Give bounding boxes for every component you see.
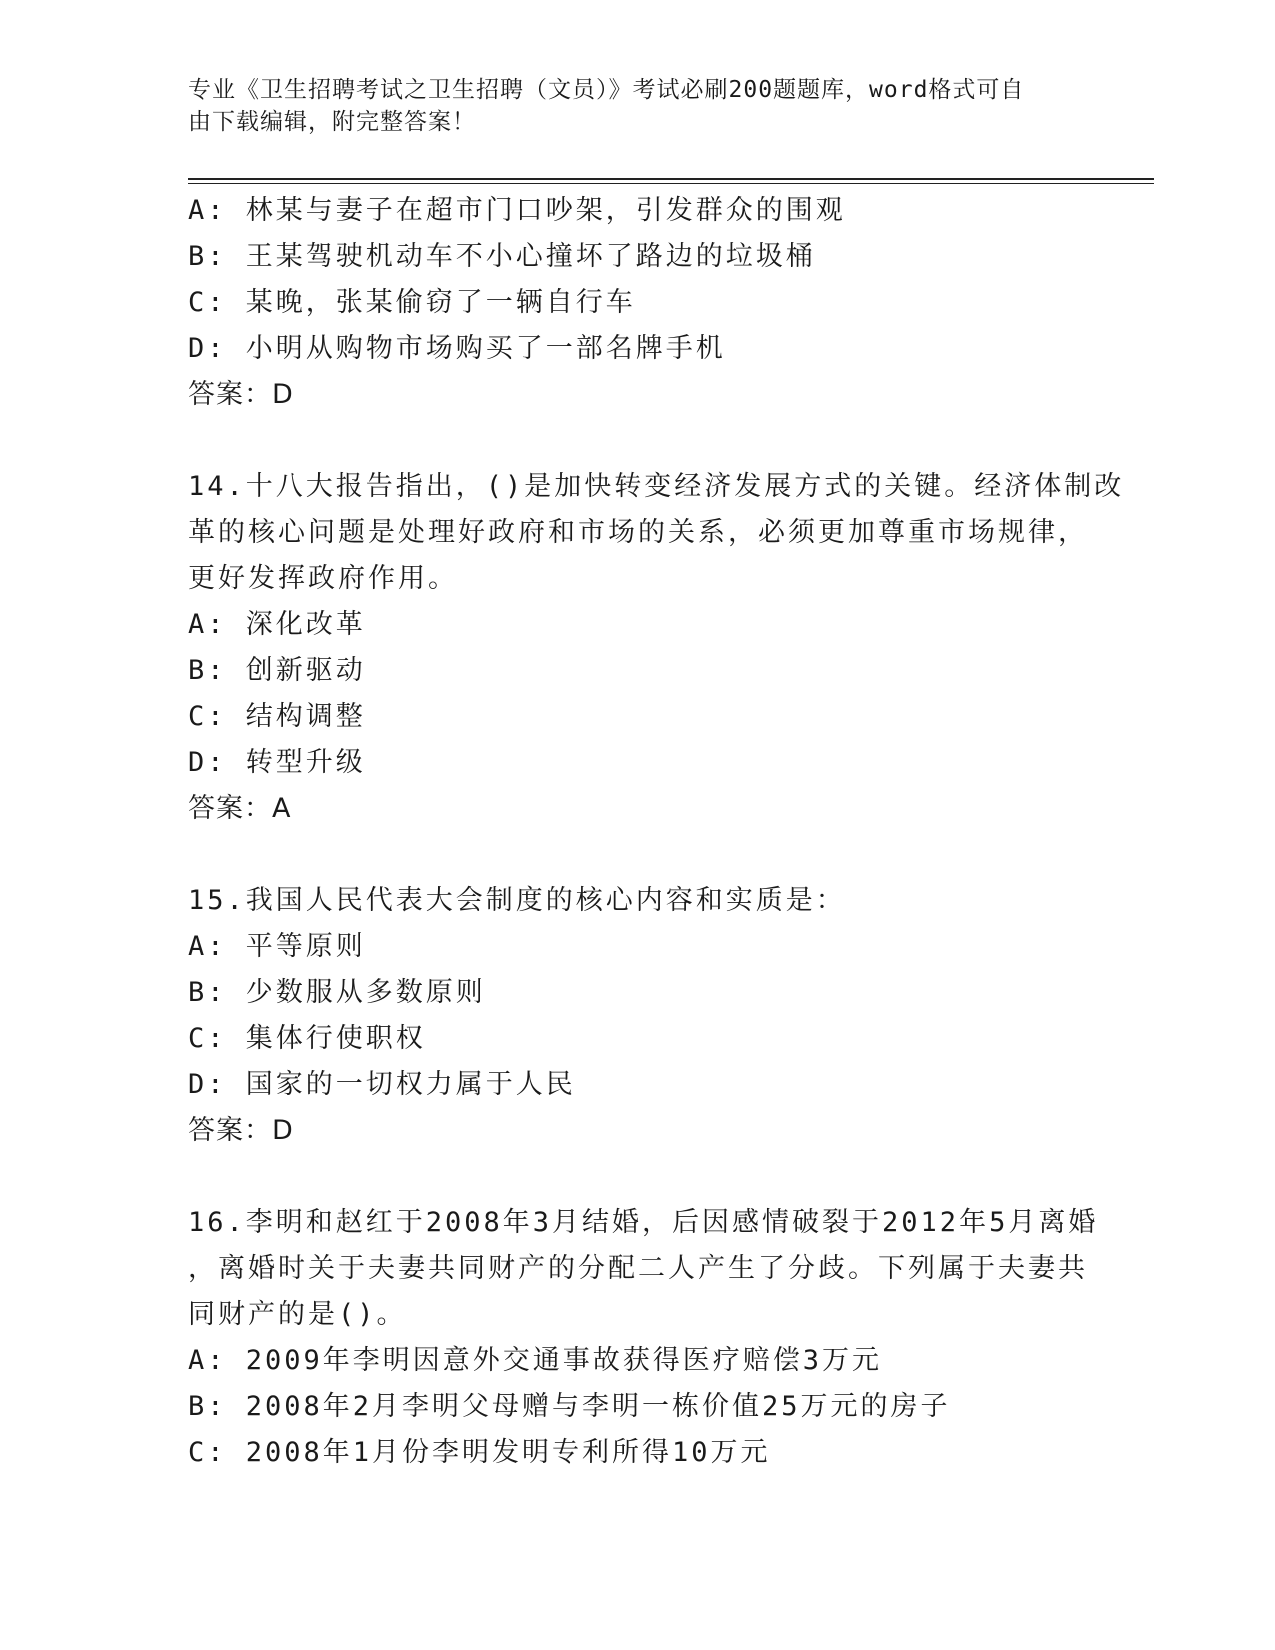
- stem-line: ，离婚时关于夫妻共同财产的分配二人产生了分歧。下列属于夫妻共: [188, 1253, 1088, 1284]
- question-14: [188, 464, 1125, 832]
- header-line-2: 由下载编辑，附完整答案！: [188, 109, 476, 135]
- question-16: [188, 1200, 1099, 1476]
- option-b: B: 创新驱动: [188, 655, 366, 686]
- stem-line: 15.我国人民代表大会制度的核心内容和实质是：: [188, 885, 846, 916]
- option-a: A: 林某与妻子在超市门口吵架，引发群众的围观: [188, 195, 846, 226]
- option-a: A: 平等原则: [188, 931, 366, 962]
- stem-line: 更好发挥政府作用。: [188, 563, 458, 594]
- spacer: [188, 832, 1088, 878]
- stem-line: 14.十八大报告指出，()是加快转变经济发展方式的关键。经济体制改: [188, 471, 1125, 502]
- spacer: [188, 1154, 1088, 1200]
- option-b: B: 少数服从多数原则: [188, 977, 486, 1008]
- question-13: [188, 188, 1088, 418]
- option-c: C: 某晚，张某偷窃了一辆自行车: [188, 287, 636, 318]
- question-stem: [188, 1200, 1099, 1338]
- option-b: B: 2008年2月李明父母赠与李明一栋价值25万元的房子: [188, 1391, 951, 1422]
- answer: 答案：D: [188, 379, 294, 410]
- question-stem: [188, 464, 1125, 602]
- answer: 答案：A: [188, 793, 292, 824]
- spacer: [188, 418, 1088, 464]
- page-header: [188, 74, 1068, 138]
- option-b: B: 王某驾驶机动车不小心撞坏了路边的垃圾桶: [188, 241, 816, 272]
- question-15: [188, 878, 1088, 1154]
- option-d: D: 小明从购物市场购买了一部名牌手机: [188, 333, 726, 364]
- question-list: [188, 188, 1125, 1476]
- header-divider-top: [188, 178, 1154, 180]
- stem-line: 同财产的是()。: [188, 1299, 407, 1330]
- stem-line: 革的核心问题是处理好政府和市场的关系，必须更加尊重市场规律，: [188, 517, 1088, 548]
- header-line-1: 专业《卫生招聘考试之卫生招聘（文员）》考试必刷200题题库，word格式可自: [188, 77, 1025, 103]
- question-stem: [188, 878, 1088, 924]
- header-divider-bottom: [188, 183, 1154, 184]
- option-a: A: 2009年李明因意外交通事故获得医疗赔偿3万元: [188, 1345, 883, 1376]
- option-c: C: 结构调整: [188, 701, 366, 732]
- option-a: A: 深化改革: [188, 609, 366, 640]
- option-c: C: 2008年1月份李明发明专利所得10万元: [188, 1437, 771, 1468]
- option-d: D: 转型升级: [188, 747, 366, 778]
- stem-line: 16.李明和赵红于2008年3月结婚，后因感情破裂于2012年5月离婚: [188, 1207, 1099, 1238]
- option-d: D: 国家的一切权力属于人民: [188, 1069, 576, 1100]
- answer: 答案：D: [188, 1115, 294, 1146]
- option-c: C: 集体行使职权: [188, 1023, 426, 1054]
